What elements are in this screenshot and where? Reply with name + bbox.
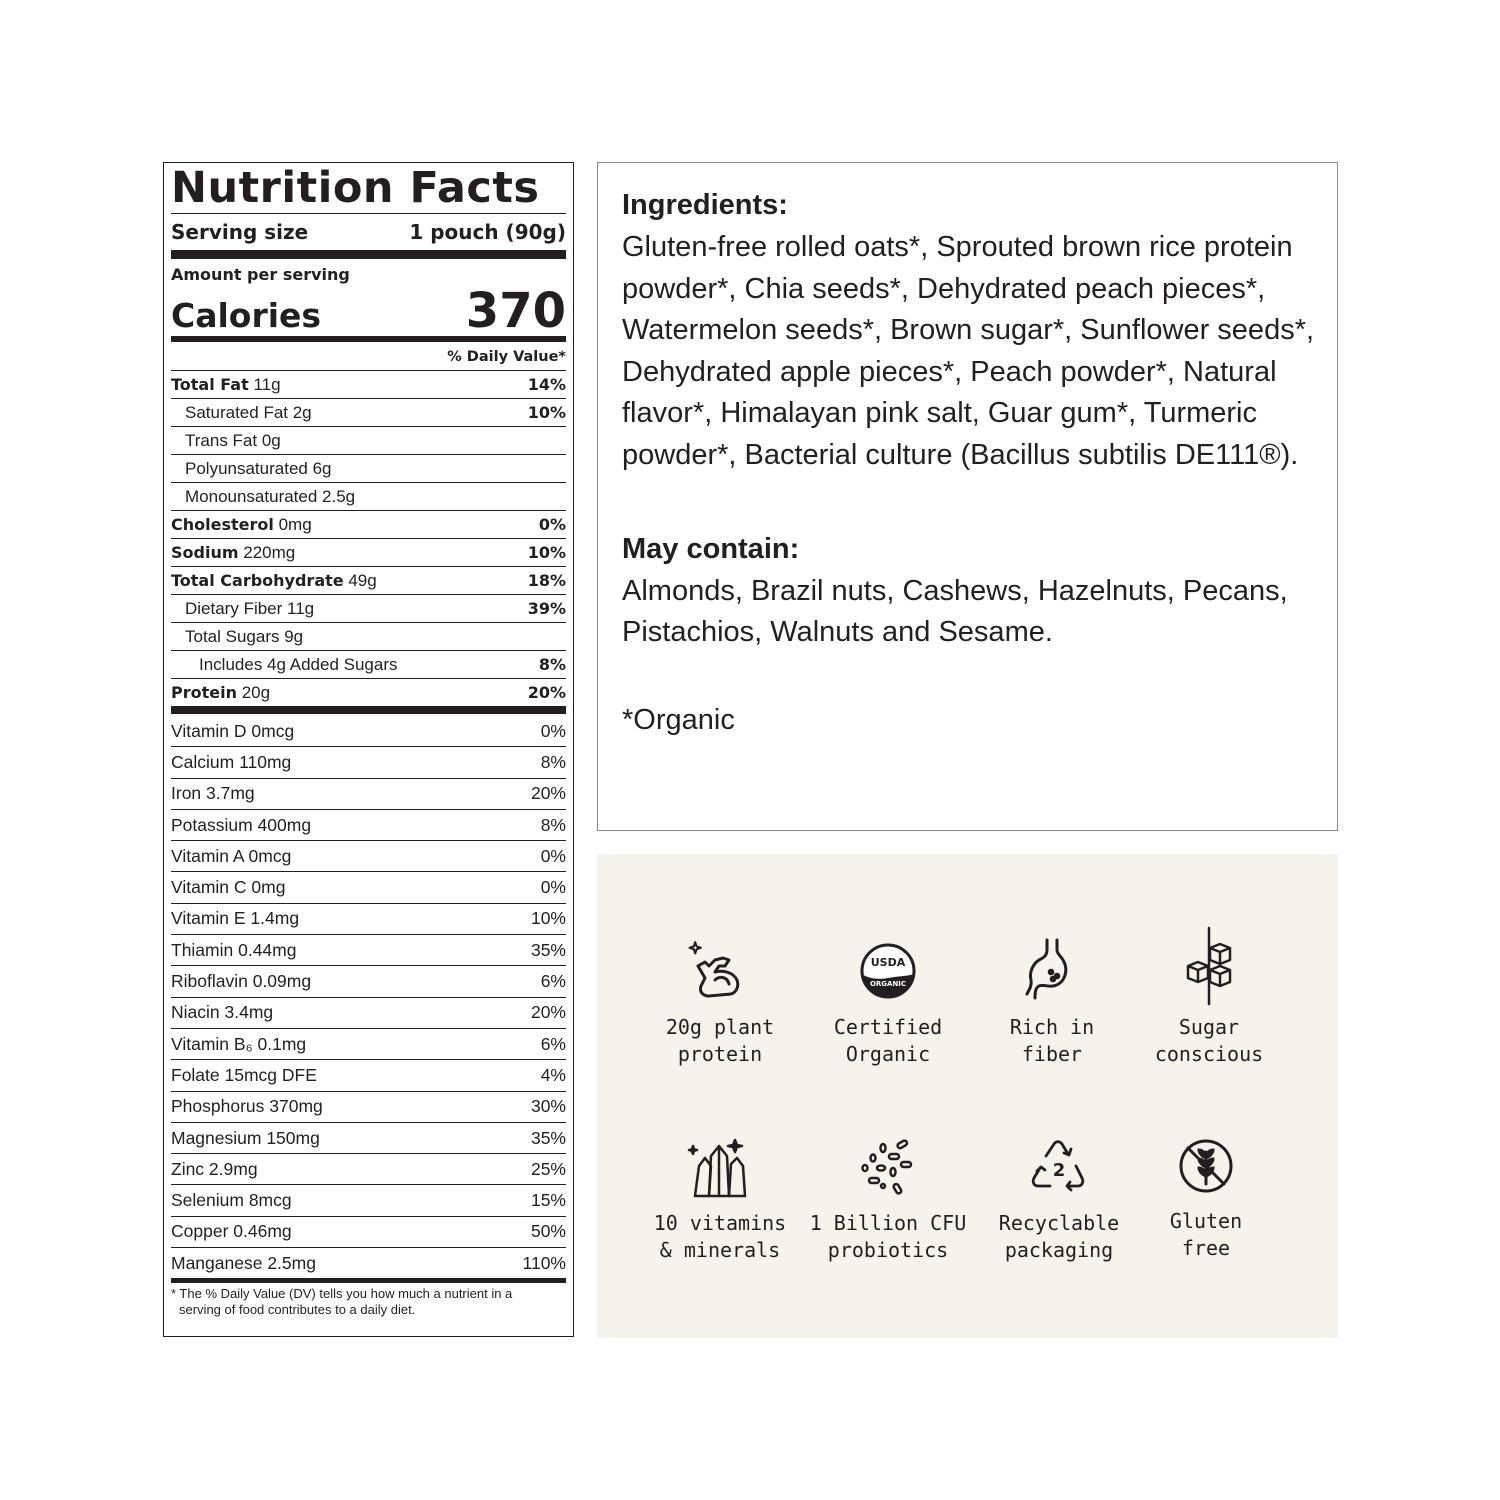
- nutrient-name: Total Sugars 9g: [185, 626, 304, 646]
- daily-value-header: % Daily Value*: [171, 342, 566, 371]
- vitamin-daily-value: 50%: [530, 1221, 566, 1242]
- nutrient-row: [171, 567, 566, 595]
- calories-row: [171, 283, 566, 342]
- vitamin-daily-value: 4%: [540, 1064, 566, 1085]
- nutrient-label: Sodium: [171, 542, 239, 562]
- vitamin-row: [171, 1217, 566, 1248]
- vitamin-row: [171, 810, 566, 841]
- vitamin-row: [171, 904, 566, 935]
- vitamin-row: [171, 1060, 566, 1091]
- nutrient-label: Protein: [171, 682, 237, 702]
- serving-size-label: Serving size: [171, 220, 309, 244]
- vitamin-daily-value: 30%: [530, 1096, 566, 1117]
- vitamin-name: Thiamin 0.44mg: [171, 939, 297, 960]
- badge-rich-in-fiber-line2: fiber: [1021, 1042, 1083, 1066]
- vitamin-daily-value: 15%: [530, 1190, 566, 1211]
- nutrition-facts-title: Nutrition Facts: [171, 163, 566, 214]
- usda-organic-seal-icon: [853, 936, 923, 1006]
- badge-rich-in-fiber: [967, 936, 1137, 1068]
- crystals-icon: [685, 1136, 755, 1202]
- nutrient-name: Monounsaturated 2.5g: [185, 486, 356, 506]
- badge-plant-protein-line2: protein: [677, 1042, 763, 1066]
- vitamin-daily-value: 35%: [530, 1127, 566, 1148]
- vitamin-row: [171, 1154, 566, 1185]
- vitamin-row: [171, 1248, 566, 1283]
- nutrient-row: [171, 427, 566, 455]
- vitamin-daily-value: 20%: [530, 1002, 566, 1023]
- nutrient-name: [171, 683, 270, 703]
- badge-recyclable-line1: Recyclable: [998, 1211, 1120, 1235]
- nutrient-name: Saturated Fat 2g: [185, 402, 312, 422]
- vitamin-daily-value: 20%: [530, 783, 566, 804]
- svg-text:USDA: USDA: [870, 956, 906, 969]
- may-contain-text: Almonds, Brazil nuts, Cashews, Hazelnuts, Pecans, Pistachios, Walnuts and Sesame.: [622, 574, 1288, 649]
- badge-rich-in-fiber-line1: Rich in: [1009, 1015, 1095, 1039]
- vitamin-name: Phosphorus 370mg: [171, 1096, 323, 1117]
- vitamin-row: [171, 1029, 566, 1060]
- badge-recyclable-packaging: [974, 1136, 1144, 1264]
- nutrient-row: [171, 483, 566, 511]
- vitamin-row: [171, 1092, 566, 1123]
- vitamin-daily-value: 8%: [540, 751, 566, 772]
- badge-certified-organic-line1: Certified: [833, 1015, 943, 1039]
- nutrient-label: Total Carbohydrate: [171, 570, 344, 590]
- vitamin-name: Zinc 2.9mg: [171, 1158, 258, 1179]
- organic-note: *Organic: [622, 703, 735, 736]
- probiotics-icon: [853, 1136, 923, 1202]
- vitamin-name: Iron 3.7mg: [171, 783, 255, 804]
- amount-per-serving: Amount per serving: [171, 265, 350, 284]
- vitamin-daily-value: 25%: [530, 1158, 566, 1179]
- nutrient-daily-value: 20%: [527, 683, 566, 702]
- nutrient-daily-value: 14%: [527, 375, 566, 394]
- vitamin-name: Potassium 400mg: [171, 814, 312, 835]
- vitamin-name: Vitamin C 0mg: [171, 877, 286, 898]
- footnote-line-1: * The % Daily Value (DV) tells you how much a nutrient in a: [171, 1286, 513, 1302]
- gluten-free-icon: [1171, 1136, 1241, 1200]
- nutrient-daily-value: 10%: [527, 403, 566, 422]
- nutrient-row: [171, 371, 566, 399]
- badge-recyclable-line2: packaging: [1004, 1238, 1114, 1262]
- vitamin-daily-value: 0%: [540, 845, 566, 866]
- badge-gluten-free-line1: Gluten: [1169, 1209, 1243, 1233]
- nutrient-name: [171, 515, 312, 535]
- svg-text:ORGANIC: ORGANIC: [869, 980, 907, 988]
- nutrient-name: Dietary Fiber 11g: [185, 598, 315, 618]
- nutrient-daily-value: 10%: [527, 543, 566, 562]
- nutrient-name: [171, 543, 295, 563]
- nutrient-amount: 220mg: [238, 542, 296, 562]
- daily-value-footnote: [171, 1283, 566, 1318]
- nutrient-row: [171, 539, 566, 567]
- vitamin-name: Vitamin A 0mcg: [171, 845, 292, 866]
- nutrient-row: [171, 651, 566, 679]
- vitamin-name: Manganese 2.5mg: [171, 1252, 316, 1273]
- vitamin-row: [171, 716, 566, 747]
- nutrient-amount: 20g: [236, 682, 271, 702]
- vitamin-rows: [171, 716, 566, 1283]
- nutrient-row: [171, 679, 566, 714]
- vitamin-row: [171, 872, 566, 903]
- vitamin-daily-value: 0%: [540, 720, 566, 741]
- nutrient-amount: 11g: [248, 374, 281, 394]
- badge-certified-organic: [803, 936, 973, 1068]
- nutrient-daily-value: 8%: [538, 655, 566, 674]
- feature-badges-panel: [597, 854, 1338, 1338]
- badge-vitamins-minerals: [635, 1136, 805, 1264]
- badge-plant-protein-line1: 20g plant: [665, 1015, 775, 1039]
- nutrient-row: [171, 511, 566, 539]
- nutrient-name: Trans Fat 0g: [185, 430, 281, 450]
- vitamin-row: [171, 841, 566, 872]
- badge-sugar-conscious: [1124, 926, 1294, 1068]
- svg-text:2: 2: [1052, 1160, 1066, 1181]
- nutrient-name: [171, 375, 281, 395]
- vitamin-name: Copper 0.46mg: [171, 1221, 292, 1242]
- vitamin-name: Vitamin B₆ 0.1mg: [171, 1033, 307, 1054]
- vitamin-name: Vitamin E 1.4mg: [171, 908, 300, 929]
- vitamin-name: Folate 15mcg DFE: [171, 1064, 317, 1085]
- nutrient-rows: [171, 371, 566, 714]
- badge-gluten-free-line2: free: [1181, 1236, 1231, 1260]
- badge-gluten-free: [1121, 1136, 1291, 1262]
- vitamin-daily-value: 6%: [540, 971, 566, 992]
- vitamin-daily-value: 10%: [530, 908, 566, 929]
- badge-probiotics: [803, 1136, 973, 1264]
- flexed-arm-icon: [685, 936, 755, 1006]
- nutrient-row: [171, 595, 566, 623]
- recycle-2-icon: [1024, 1136, 1094, 1202]
- vitamin-daily-value: 8%: [540, 814, 566, 835]
- vitamin-row: [171, 998, 566, 1029]
- vitamin-name: Calcium 110mg: [171, 751, 292, 772]
- vitamin-name: Vitamin D 0mcg: [171, 720, 295, 741]
- vitamin-daily-value: 0%: [540, 877, 566, 898]
- nutrient-name: Polyunsaturated 6g: [185, 458, 332, 478]
- vitamin-daily-value: 110%: [522, 1252, 566, 1273]
- nutrient-row: [171, 455, 566, 483]
- nutrition-facts-panel: [163, 162, 574, 1337]
- vitamin-name: Magnesium 150mg: [171, 1127, 320, 1148]
- nutrient-daily-value: 18%: [527, 571, 566, 590]
- vitamin-row: [171, 1123, 566, 1154]
- nutrient-name: [171, 571, 377, 591]
- vitamin-row: [171, 747, 566, 778]
- calories-label: Calories: [171, 296, 322, 335]
- vitamin-daily-value: 35%: [530, 939, 566, 960]
- badge-certified-organic-line2: Organic: [845, 1042, 931, 1066]
- ingredients-panel: [597, 162, 1338, 831]
- badge-probiotics-line1: 1 Billion CFU: [809, 1211, 967, 1235]
- vitamin-name: Selenium 8mcg: [171, 1190, 292, 1211]
- badge-plant-protein: [635, 936, 805, 1068]
- may-contain-heading: May contain:: [622, 532, 800, 565]
- sugar-cubes-icon: [1174, 926, 1244, 1006]
- vitamin-name: Niacin 3.4mg: [171, 1002, 274, 1023]
- nutrient-label: Cholesterol: [171, 514, 274, 534]
- serving-size-value: 1 pouch (90g): [409, 220, 566, 244]
- footnote-line-2: serving of food contributes to a daily diet.: [179, 1302, 416, 1318]
- nutrient-row: [171, 399, 566, 427]
- vitamin-name: Riboflavin 0.09mg: [171, 971, 312, 992]
- serving-size-row: [171, 214, 566, 259]
- badge-vitamins-minerals-line2: & minerals: [659, 1238, 781, 1262]
- nutrient-label: Total Fat: [171, 374, 249, 394]
- vitamin-row: [171, 1185, 566, 1216]
- badge-sugar-conscious-line2: conscious: [1154, 1042, 1264, 1066]
- stomach-icon: [1017, 936, 1087, 1006]
- vitamin-row: [171, 935, 566, 966]
- nutrient-daily-value: 39%: [527, 599, 566, 618]
- badge-vitamins-minerals-line1: 10 vitamins: [653, 1211, 787, 1235]
- badge-sugar-conscious-line1: Sugar: [1178, 1015, 1240, 1039]
- ingredients-heading: Ingredients:: [622, 189, 788, 221]
- vitamin-row: [171, 779, 566, 810]
- calories-value: 370: [465, 283, 566, 339]
- nutrient-amount: 0mg: [273, 514, 312, 534]
- vitamin-row: [171, 966, 566, 997]
- badge-probiotics-line2: probiotics: [827, 1238, 949, 1262]
- nutrient-row: [171, 623, 566, 651]
- nutrient-daily-value: 0%: [538, 515, 566, 534]
- ingredients-text: Gluten-free rolled oats*, Sprouted brown rice protein powder*, Chia seeds*, Dehydrated peach pieces*, Watermelon seeds*, Brown sugar*, Sunflower seeds*, Dehydrated apple pieces*, Peach powder*, Natural flavor*, Himalayan pink salt, Guar gum*, Turmeric powder*, Bacterial culture (Bacillus subtilis DE111®).: [622, 231, 1315, 471]
- nutrient-amount: 49g: [343, 570, 377, 590]
- vitamin-daily-value: 6%: [540, 1033, 566, 1054]
- nutrient-name: Includes 4g Added Sugars: [199, 654, 398, 674]
